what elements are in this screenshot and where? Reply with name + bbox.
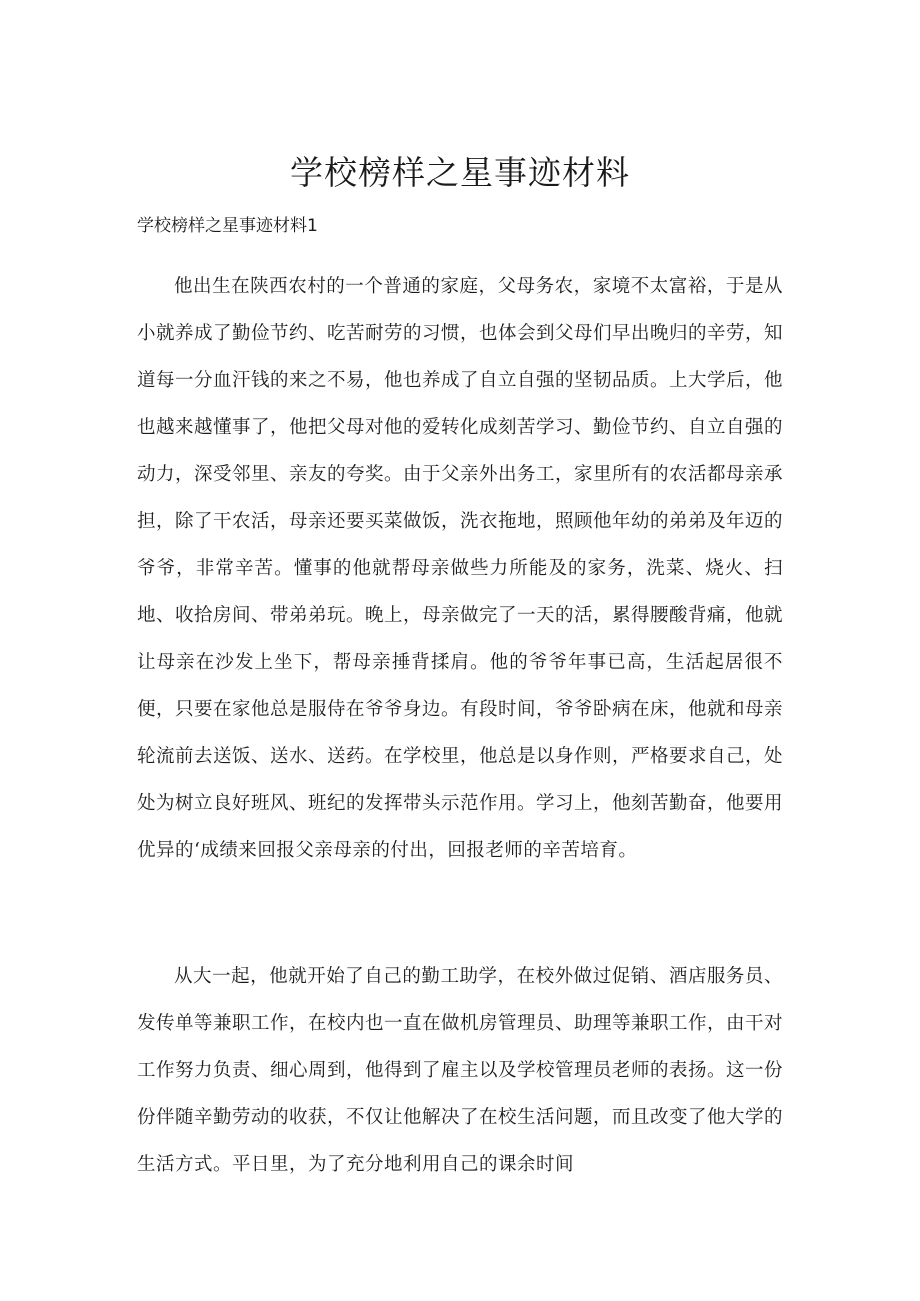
paragraph: 他出生在陕西农村的一个普通的家庭，父母务农，家境不太富裕，于是从小就养成了勤俭节约、吃苦耐劳的习惯，也体会到父母们早出晚归的辛劳，知道每一分血汗钱的来之不易，他也养成了自立自强的坚韧品质。上大学后，他也越来越懂事了，他把父母对他的爱转化成刻苦学习、勤俭节约、自立自强的动力，深受邻里、亲友的夸奖。由于父亲外出务工，家里所有的农活都母亲承担，除了干农活，母亲还要买菜做饭，洗衣拖地，照顾他年幼的弟弟及年迈的爷爷，非常辛苦。懂事的他就帮母亲做些力所能及的家务，洗菜、烧火、扫地、收拾房间、带弟弟玩。晚上，母亲做完了一天的活，累得腰酸背痛，他就让母亲在沙发上坐下，帮母亲捶背揉肩。他的爷爷年事已高，生活起居很不便，只要在家他总是服侍在爷爷身边。有段时间，爷爷卧病在床，他就和母亲轮流前去送饭、送水、送药。在学校里，他总是以身作则，严格要求自己，处处为树立良好班风、班纪的发挥带头示范作用。学习上，他刻苦勤奋，他要用优异的‘成绩来回报父亲母亲的付出，回报老师的辛苦培育。 bbox=[137, 276, 784, 861]
document-subtitle: 学校榜样之星事迹材料1 bbox=[137, 216, 318, 236]
document-title: 学校榜样之星事迹材料 bbox=[290, 153, 630, 192]
paragraph: 从大一起，他就开始了自己的勤工助学，在校外做过促销、酒店服务员、发传单等兼职工作，在校内也一直在做机房管理员、助理等兼职工作，由干对工作努力负责、细心周到，他得到了雇主以及学校管理员老师的表扬。这一份份伴随辛勤劳动的收获，不仅让他解决了在校生活问题，而且改变了他大学的生活方式。平日里，为了充分地利用自己的课余时间 bbox=[137, 966, 784, 1175]
